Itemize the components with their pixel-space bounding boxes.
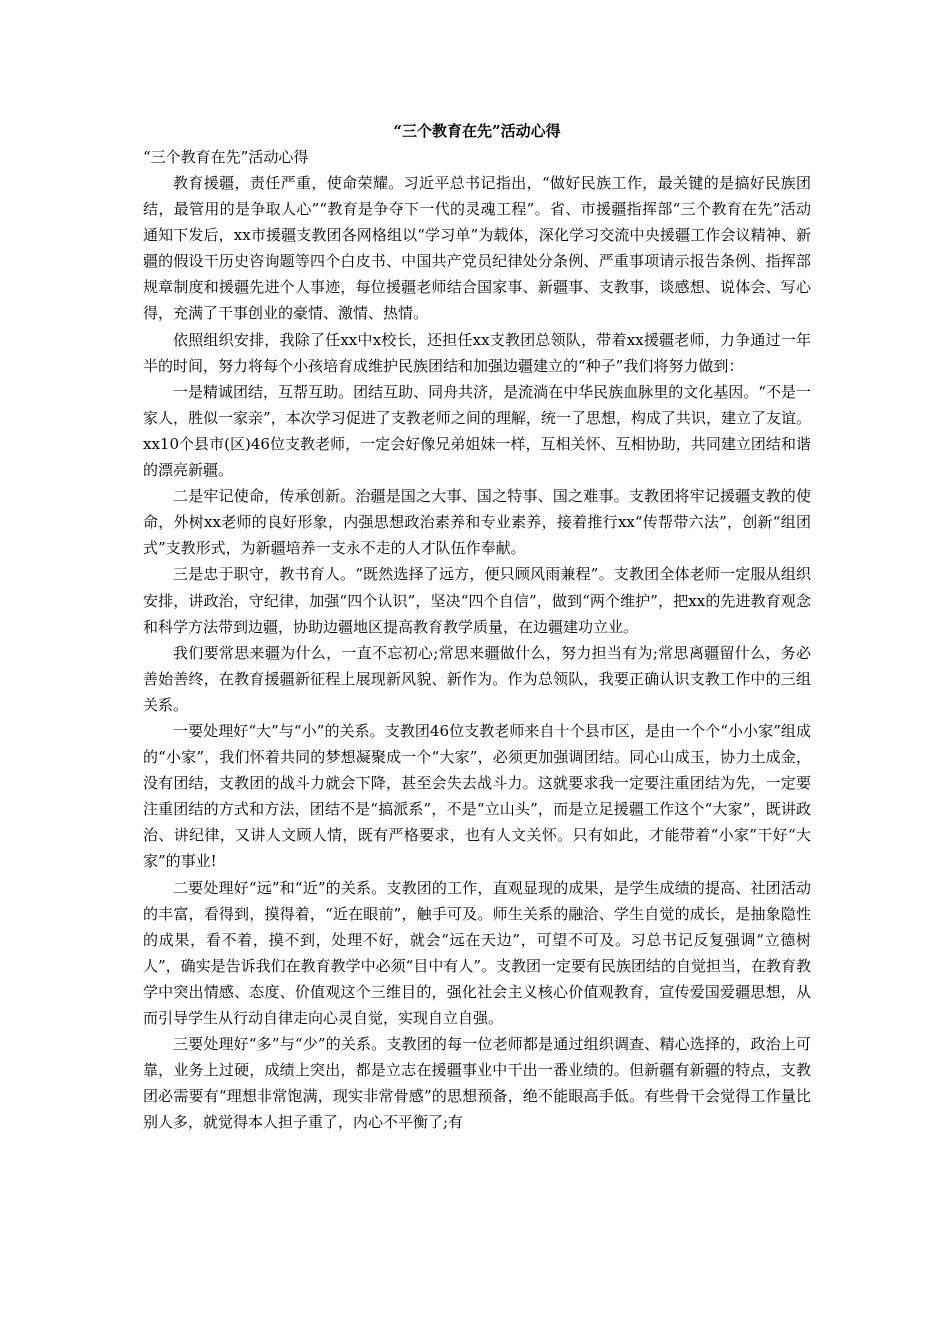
document-title: “三个教育在先”活动心得 [393,122,561,140]
paragraph-2: 依照组织安排，我除了任xx中x校长，还担任xx支教团总领队，带着xx援疆老师，力争通过一年半的时间，努力将每个小孩培育成维护民族团结和加强边疆建立的“种子”我们将努力做到： [143,330,811,375]
paragraph-1: 教育援疆，责任严重，使命荣耀。习近平总书记指出，“做好民族工作，最关键的是搞好民族团结，最管用的是争取人心”“教育是争夺下一代的灵魂工程”。省、市援疆指挥部“三个教育在先”活动通知下发后，xx市援疆支教团各网格组以“学习单”为载体，深化学习交流中央援疆工作会议精神、新疆的假设干历史咨询题等四个白皮书、中国共产党员纪律处分条例、严重事项请示报告条例、指挥部规章制度和援疆先进个人事迹，每位援疆老师结合国家事、新疆事、支教事，谈感想、说体会、写心得，充满了干事创业的豪情、激情、热情。 [143,174,811,323]
paragraph-8: 二要处理好“远”和“近”的关系。支教团的工作，直观显现的成果，是学生成绩的提高、社团活动的丰富，看得到，摸得着，“近在眼前”，触手可及。师生关系的融洽、学生自觉的成长，是抽象隐性的成果，看不着，摸不到，处理不好，就会“远在天边”，可望不可及。习总书记反复强调“立德树人”，确实是告诉我们在教育教学中必须“目中有人”。支教团一定要有民族团结的自觉担当，在教育教学中突出情感、态度、价值观这个三维目的，强化社会主义核心价值观教育，宣传爱国爱疆思想，从而引导学生从行动自律走向心灵自觉，实现自立自强。 [143,878,812,1027]
paragraph-5: 三是忠于职守，教书育人。“既然选择了远方，便只顾风雨兼程”。支教团全体老师一定服从组织安排，讲政治，守纪律，加强“四个认识”，坚决“四个自信”，做到“两个维护”，把xx的先进教育观念和科学方法带到边疆，协助边疆地区提高教育教学质量，在边疆建功立业。 [143,565,811,636]
paragraph-4: 二是牢记使命，传承创新。治疆是国之大事、国之特事、国之难事。支教团将牢记援疆支教的使命，外树xx老师的良好形象，内强思想政治素养和专业素养，接着推行xx“传帮带六法”，创新“组团式”支教形式，为新疆培养一支永不走的人才队伍作奉献。 [143,487,811,558]
document-page [143,118,811,1135]
document-subtitle: “三个教育在先”活动心得 [143,148,309,166]
paragraph-9: 三要处理好“多”与“少”的关系。支教团的每一位老师都是通过组织调查、精心选择的，政治上可靠，业务上过硬，成绩上突出，都是立志在援疆事业中干出一番业绩的。但新疆有新疆的特点，支教团必需要有“理想非常饱满，现实非常骨感”的思想预备，绝不能眼高手低。有些骨干会觉得工作量比别人多，就觉得本人担子重了，内心不平衡了;有 [143,1035,811,1132]
paragraph-7: 一要处理好“大”与“小”的关系。支教团46位支教老师来自十个县市区，是由一个个“小小家”组成的“小家”，我们怀着共同的梦想凝聚成一个“大家”，必须更加强调团结。同心山成玉，协力土成金，没有团结，支教团的战斗力就会下降，甚至会失去战斗力。这就要求我一定要注重团结为先，一定要注重团结的方式和方法，团结不是“搞派系”，不是“立山头”，而是立足援疆工作这个“大家”，既讲政治、讲纪律，又讲人文顾人情，既有严格要求，也有人文关怀。只有如此，才能带着“小家”干好“大家”的事业! [143,721,811,871]
paragraph-6: 我们要常思来疆为什么，一直不忘初心;常思来疆做什么，努力担当有为;常思离疆留什么，务必善始善终，在教育援疆新征程上展现新风貌、新作为。作为总领队，我要正确认识支教工作中的三组关系。 [143,643,811,714]
paragraph-3: 一是精诚团结，互帮互助。团结互助、同舟共济，是流淌在中华民族血脉里的文化基因。“不是一家人，胜似一家亲”，本次学习促进了支教老师之间的理解，统一了思想，构成了共识，建立了友谊。xx10个县市(区)46位支教老师，一定会好像兄弟姐妹一样，互相关怀、互相协助，共同建立团结和谐的漂亮新疆。 [143,382,811,480]
